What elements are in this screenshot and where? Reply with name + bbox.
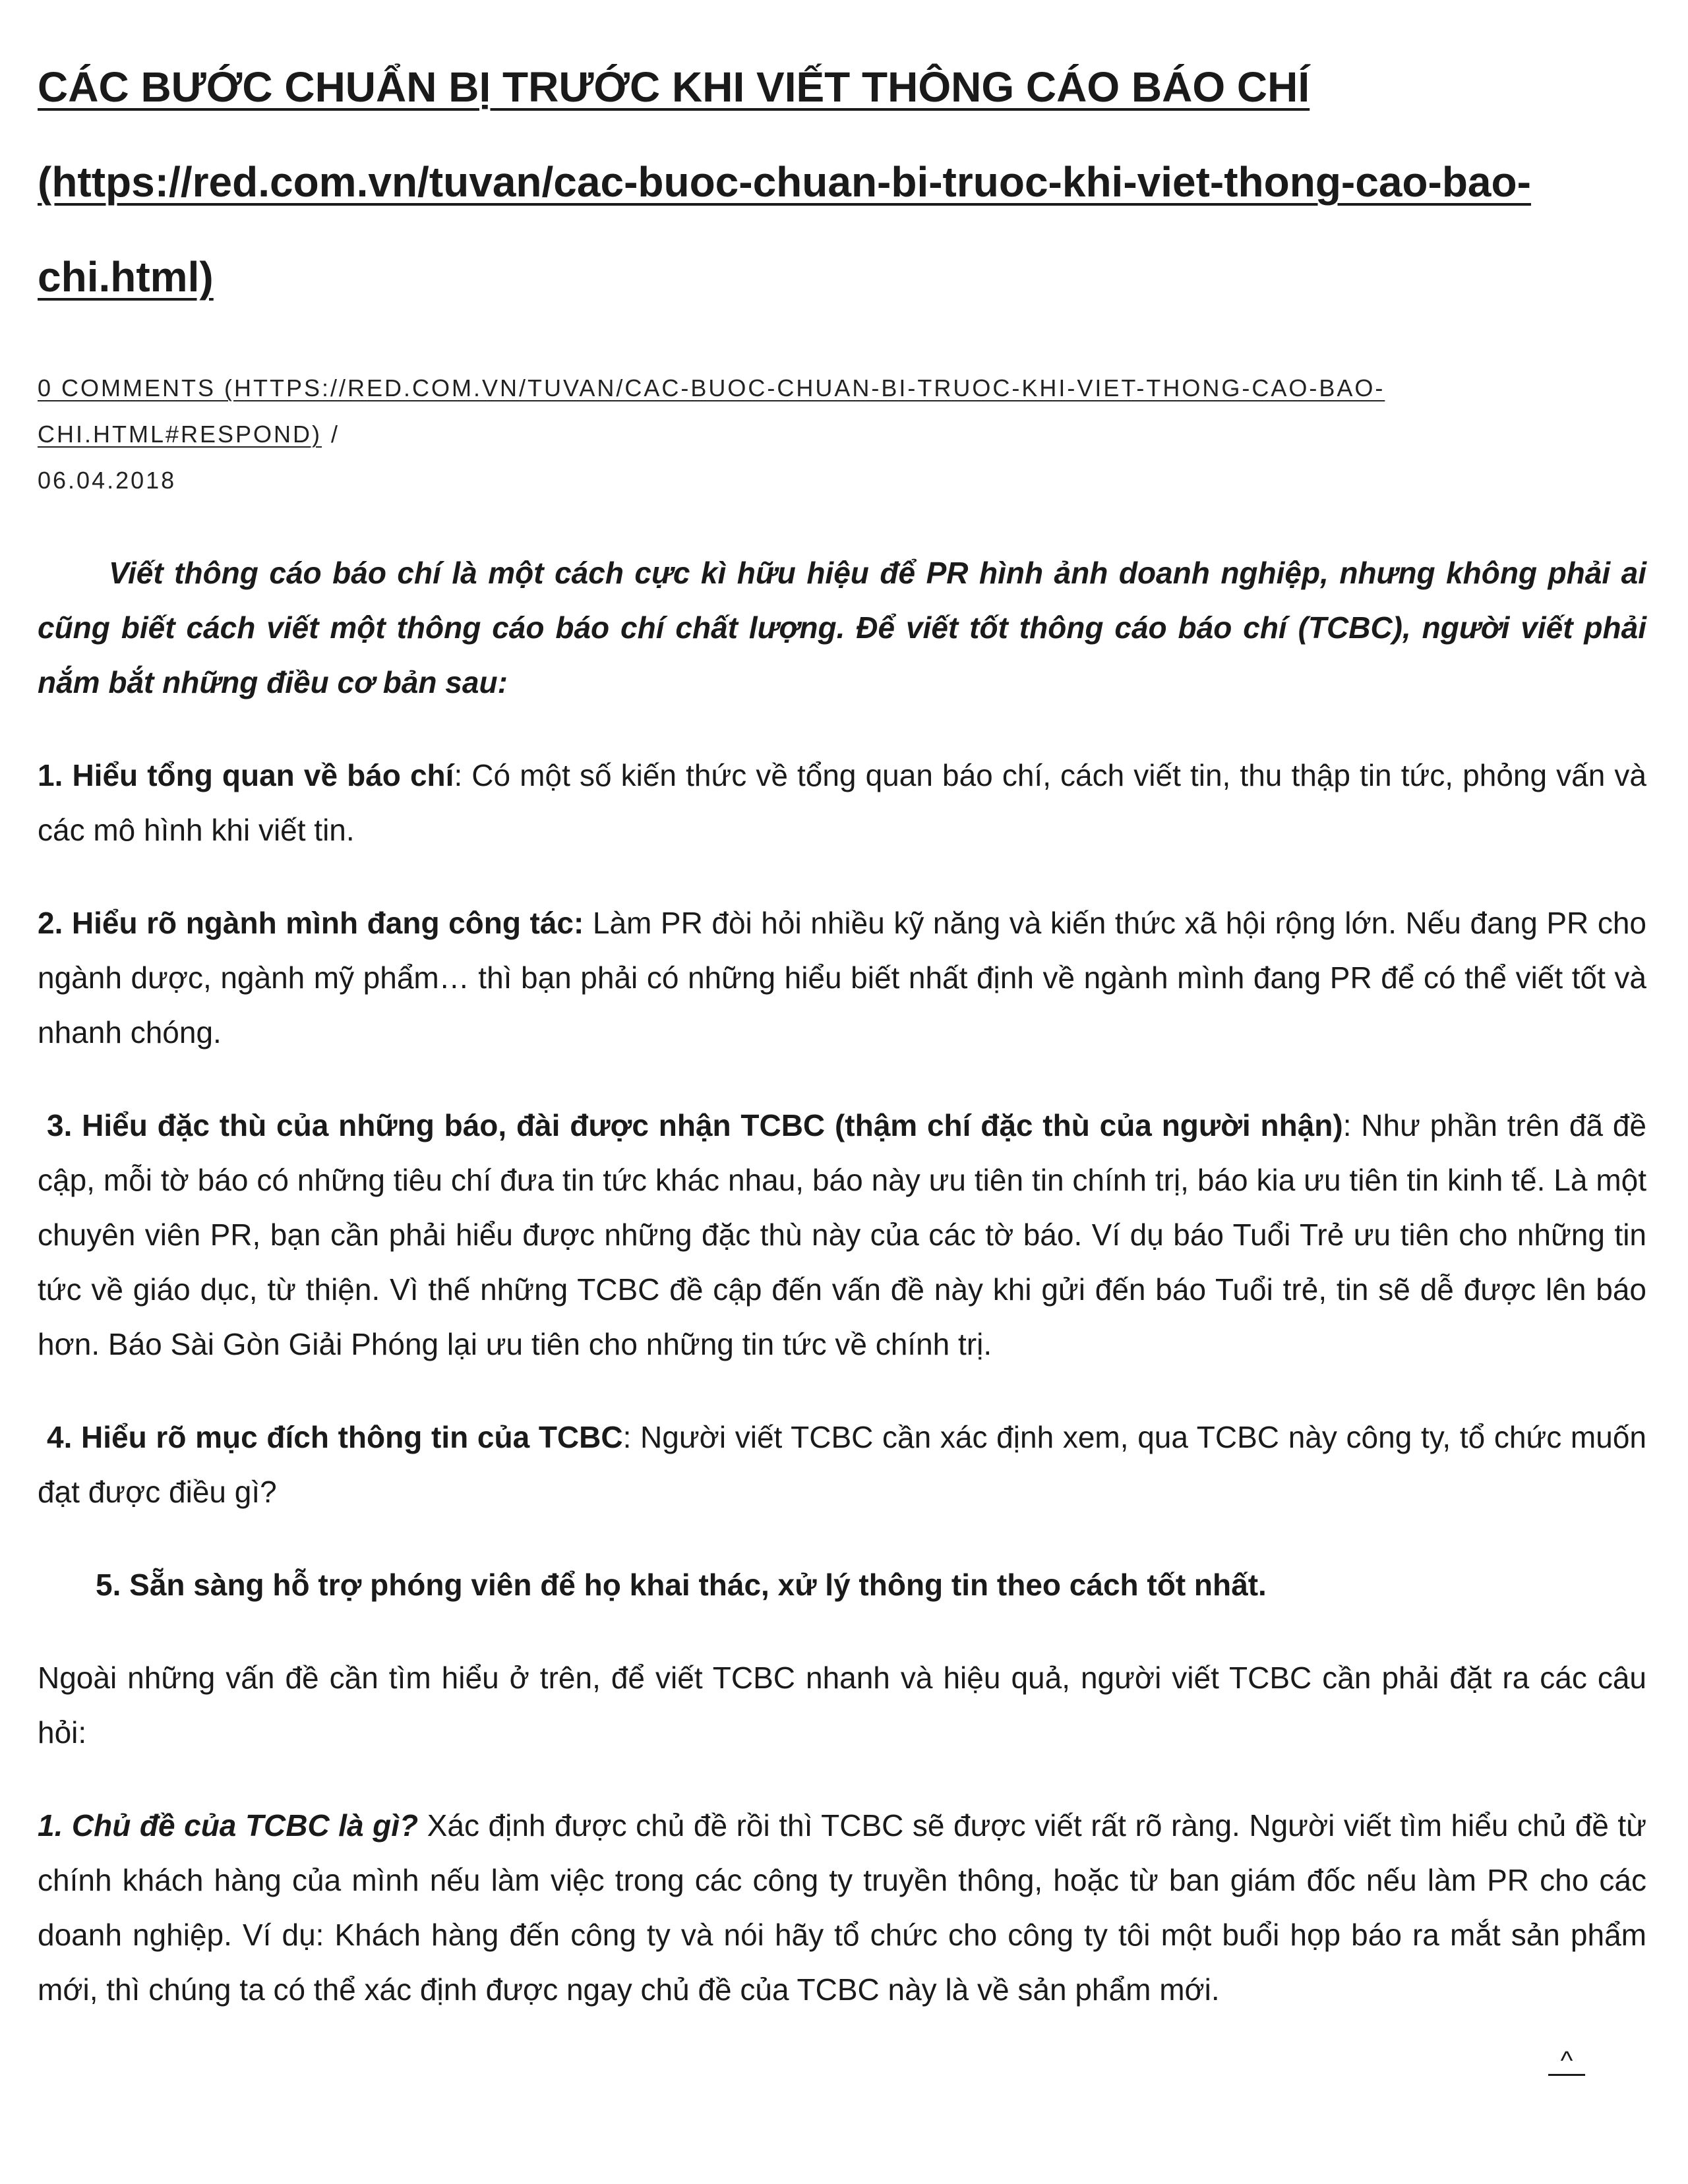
paragraph-2-text: Làm PR đòi hỏi nhiều kỹ năng và kiến thức xã hội rộng lớn. Nếu đang PR cho ngành dược, ngành mỹ phẩm… thì bạn phải có những hiểu biết nhất định về ngành mình đang PR để có thể viết tốt và nhanh chóng.: [38, 906, 1646, 1049]
question-1: [38, 1798, 1646, 2017]
paragraph-6: Ngoài những vấn đề cần tìm hiểu ở trên, để viết TCBC nhanh và hiệu quả, người viết TCBC cần phải đặt ra các câu hỏi:: [38, 1661, 1646, 1750]
paragraph-1: [38, 748, 1646, 858]
paragraph-3-heading: 3. Hiểu đặc thù của những báo, đài được nhận TCBC (thậm chí đặc thù của người nhận): [47, 1108, 1343, 1142]
paragraph-3-text: : Như phần trên đã đề cập, mỗi tờ báo có những tiêu chí đưa tin tức khác nhau, báo này ưu tiên tin chính trị, báo kia ưu tiên tin kinh tế. Là một chuyên viên PR, bạn cần phải hiểu được những đặc thù này của các tờ báo. Ví dụ báo Tuổi Trẻ ưu tiên cho những tin tức về giáo dục, từ thiện. Vì thế những TCBC đề cập đến vấn đề này khi gửi đến báo Tuổi trẻ, tin sẽ dễ được lên báo hơn. Báo Sài Gòn Giải Phóng lại ưu tiên cho những tin tức về chính trị.: [38, 1108, 1646, 1361]
chevron-up-icon: ^: [1560, 2046, 1573, 2075]
paragraph-5-heading: 5. Sẵn sàng hỗ trợ phóng viên để họ khai thác, xử lý thông tin theo cách tốt nhất.: [96, 1568, 1267, 1602]
comments-link[interactable]: 0 COMMENTS (HTTPS://RED.COM.VN/TUVAN/CAC-BUOC-CHUAN-BI-TRUOC-KHI-VIET-THONG-CAO-BAO-CHI.HTML#RESPOND): [38, 374, 1385, 448]
meta-separator: /: [331, 421, 340, 448]
question-1-heading: 1. Chủ đề của TCBC là gì?: [38, 1808, 419, 1843]
paragraph-4: [38, 1410, 1646, 1520]
paragraph-4-text: : Người viết TCBC cần xác định xem, qua TCBC này công ty, tổ chức muốn đạt được điều gì?: [38, 1420, 1646, 1509]
paragraph-4-heading: 4. Hiểu rõ mục đích thông tin của TCBC: [47, 1420, 623, 1454]
intro-paragraph: Viết thông cáo báo chí là một cách cực kì hữu hiệu để PR hình ảnh doanh nghiệp, nhưng không phải ai cũng biết cách viết một thông cáo báo chí chất lượng. Để viết tốt thông cáo báo chí (TCBC), người viết phải nắm bắt những điều cơ bản sau:: [38, 556, 1646, 699]
scroll-to-top-button[interactable]: [1548, 2048, 1585, 2076]
paragraph-1-text: : Có một số kiến thức về tổng quan báo chí, cách viết tin, thu thập tin tức, phỏng vấn và các mô hình khi viết tin.: [38, 758, 1646, 847]
article-body: [38, 546, 1646, 2017]
title-link[interactable]: CÁC BƯỚC CHUẨN BỊ TRƯỚC KHI VIẾT THÔNG CÁO BÁO CHÍ (https://red.com.vn/tuvan/cac-buoc-chuan-bi-truoc-khi-viet-thong-cao-bao-chi.html): [38, 63, 1531, 301]
paragraph-2: [38, 896, 1646, 1060]
paragraph-1-heading: 1. Hiểu tổng quan về báo chí: [38, 758, 454, 792]
question-1-text: Xác định được chủ đề rồi thì TCBC sẽ được viết rất rõ ràng. Người viết tìm hiểu chủ đề từ chính khách hàng của mình nếu làm việc trong các công ty truyền thông, hoặc từ ban giám đốc nếu làm PR cho các doanh nghiệp. Ví dụ: Khách hàng đến công ty và nói hãy tổ chức cho công ty tôi một buổi họp báo ra mắt sản phẩm mới, thì chúng ta có thể xác định được ngay chủ đề của TCBC này là về sản phẩm mới.: [38, 1808, 1646, 2007]
paragraph-3: [38, 1098, 1646, 1372]
article-meta: [38, 365, 1646, 504]
paragraph-5: [38, 1558, 1646, 1612]
page-title: [38, 40, 1646, 324]
post-date: 06.04.2018: [38, 467, 177, 494]
article: [38, 40, 1646, 2055]
paragraph-2-heading: 2. Hiểu rõ ngành mình đang công tác:: [38, 906, 584, 940]
